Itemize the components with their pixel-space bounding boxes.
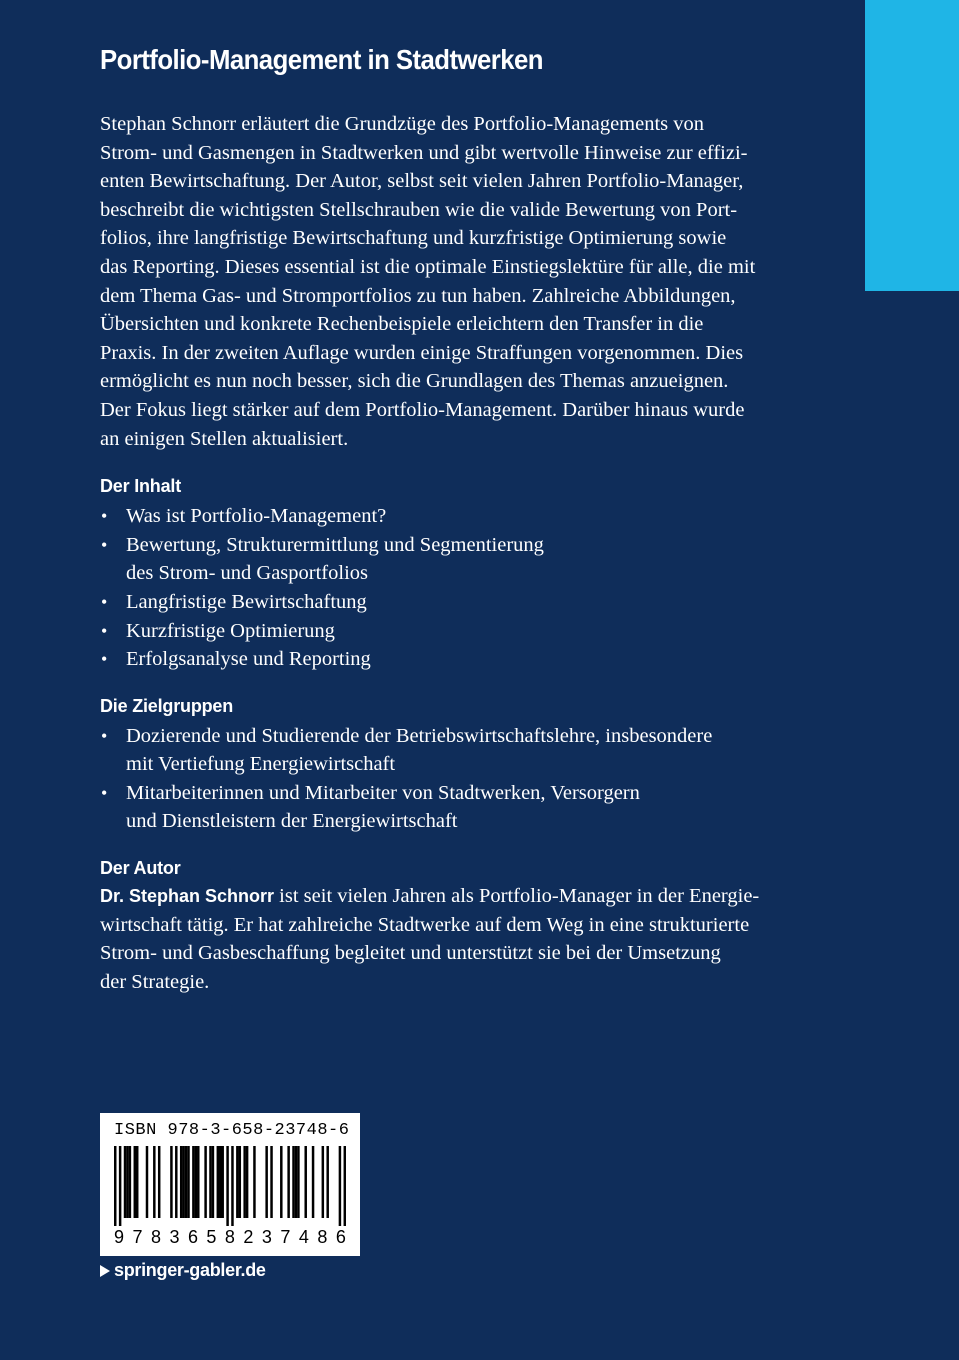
barcode-digit: 6 [187, 1227, 198, 1247]
intro-paragraph [100, 110, 812, 453]
barcode-bar [192, 1146, 194, 1218]
barcode-bar [124, 1146, 126, 1218]
barcode-digit: 3 [261, 1227, 272, 1247]
barcode-bar [170, 1146, 172, 1218]
barcode-bar [136, 1146, 138, 1218]
barcode-bar [185, 1146, 187, 1218]
list-item [100, 502, 812, 531]
barcode-bar [297, 1146, 299, 1218]
barcode-digit: 9 [114, 1227, 125, 1247]
intro-line: an einigen Stellen aktualisiert. [100, 427, 349, 450]
author-name: Dr. Stephan Schnorr [100, 886, 275, 907]
isbn-label: ISBN 978-3-658-23748-6 [114, 1121, 350, 1140]
list-item-text: • Dozierende und Studierende der Betriebswirtschaftslehre, insbesondere [126, 724, 713, 747]
intro-line: beschreibt die wichtigsten Stellschrauben wie die valide Bewertung von Port- [100, 198, 738, 221]
barcode-digit: 6 [335, 1227, 346, 1247]
list-item-text: des Strom- und Gasportfolios [126, 562, 368, 585]
barcode-bar [204, 1146, 206, 1218]
intro-line: enten Bewirtschaftung. Der Autor, selbst seit vielen Jahren Portfolio-Manager, [100, 170, 744, 193]
intro-line: Stephan Schnorr erläutert die Grundzüge des Portfolio-Managements von [100, 113, 705, 135]
intro-line: ermöglicht es nun noch besser, sich die Grundlagen des Themas anzueignen. [100, 370, 729, 393]
barcode-bars [114, 1146, 346, 1226]
barcode-bar [175, 1146, 177, 1218]
barcode-bar [153, 1146, 155, 1218]
author-bio-text: ist seit vielen Jahren als Portfolio-Manager in der Energie- [274, 885, 760, 908]
barcode-bar [322, 1146, 324, 1218]
barcode-bar [326, 1146, 328, 1218]
website-label: springer-gabler.de [114, 1260, 266, 1280]
barcode-digit: 3 [169, 1227, 180, 1247]
barcode-bar [219, 1146, 221, 1218]
author-heading: Der Autor [100, 858, 181, 879]
list-item [100, 588, 812, 617]
barcode-bar [243, 1146, 245, 1218]
play-icon [100, 1265, 110, 1277]
intro-line: das Reporting. Dieses essential ist die optimale Einstiegslektüre für alle, die mit [100, 255, 756, 278]
barcode-bar [265, 1146, 267, 1218]
author-paragraph [100, 882, 812, 996]
barcode-bar [146, 1146, 148, 1218]
list-item-text: mit Vertiefung Energiewirtschaft [126, 753, 396, 776]
author-line: Strom- und Gasbeschaffung begleitet und unterstützt sie bei der Umsetzung [100, 942, 721, 965]
list-item-text: • Mitarbeiterinnen und Mitarbeiter von Stadtwerken, Versorgern [126, 781, 640, 804]
contents-heading: Der Inhalt [100, 476, 182, 497]
list-item [100, 722, 812, 779]
list-item-text: • Bewertung, Strukturermittlung und Segmentierung [126, 533, 544, 556]
barcode-digit: 5 [206, 1227, 217, 1247]
list-item-text: • Langfristige Bewirtschaftung [126, 590, 367, 613]
barcode-bar [236, 1146, 238, 1218]
isbn-barcode [100, 1113, 360, 1256]
book-title: Portfolio-Management in Stadtwerken [100, 44, 543, 75]
barcode-bar [187, 1146, 189, 1218]
barcode-digit: 8 [224, 1227, 235, 1247]
barcode-digit: 8 [317, 1227, 328, 1247]
barcode-bar [180, 1146, 182, 1218]
barcode-bar [209, 1146, 211, 1218]
barcode-bar [280, 1146, 282, 1218]
barcode-bar [114, 1146, 116, 1226]
list-item-text: • Was ist Portfolio-Management? [126, 505, 387, 528]
intro-line: Strom- und Gasmengen in Stadtwerken und gibt wertvolle Hinweise zur effizi- [100, 141, 748, 164]
barcode-digit: 8 [150, 1227, 161, 1247]
barcode-bar [129, 1146, 131, 1218]
audience-list [100, 722, 812, 836]
barcode-bar [217, 1146, 219, 1218]
barcode-digits [114, 1227, 346, 1248]
barcode-bar [270, 1146, 272, 1218]
barcode-bar [344, 1146, 346, 1226]
barcode-bar [158, 1146, 160, 1218]
list-item [100, 617, 812, 646]
barcode-bar [195, 1146, 197, 1218]
intro-line: Praxis. In der zweiten Auflage wurden einige Straffungen vorgenommen. Dies [100, 341, 744, 364]
back-cover-text [100, 110, 812, 996]
contents-list [100, 502, 812, 674]
audience-heading: Die Zielgruppen [100, 695, 234, 716]
list-item [100, 645, 812, 674]
barcode-digit: 2 [243, 1227, 254, 1247]
barcode-digit: 4 [298, 1227, 309, 1247]
author-line [100, 882, 812, 911]
barcode-bar [197, 1146, 199, 1218]
intro-line: Der Fokus liegt stärker auf dem Portfolio-Management. Darüber hinaus wurde [100, 398, 745, 421]
list-item [100, 531, 812, 588]
intro-line: Übersichten und konkrete Rechenbeispiele erleichtern den Transfer in die [100, 313, 704, 336]
barcode-digit: 7 [280, 1227, 291, 1247]
barcode-bar [292, 1146, 294, 1218]
barcode-bar [312, 1146, 314, 1218]
list-item [100, 779, 812, 836]
barcode-bar [287, 1146, 289, 1218]
barcode-digit: 7 [132, 1227, 143, 1247]
publisher-website[interactable] [100, 1260, 266, 1281]
barcode-bar [339, 1146, 341, 1226]
barcode-bar [119, 1146, 121, 1226]
list-item-text: • Erfolgsanalyse und Reporting [126, 648, 371, 671]
barcode-bar [231, 1146, 233, 1226]
barcode-bar [246, 1146, 248, 1218]
barcode-bar [182, 1146, 184, 1218]
barcode-bar [253, 1146, 255, 1218]
author-line: der Strategie. [100, 970, 210, 993]
barcode-bar [126, 1146, 128, 1218]
barcode-bar [295, 1146, 297, 1218]
accent-color-block [865, 0, 959, 291]
barcode-bar [212, 1146, 214, 1218]
list-item-text: und Dienstleistern der Energiewirtschaft [126, 810, 458, 833]
author-line: wirtschaft tätig. Er hat zahlreiche Stadtwerke auf dem Weg in eine strukturierte [100, 913, 750, 936]
barcode-bar [221, 1146, 223, 1218]
barcode-bar [239, 1146, 241, 1218]
intro-line: dem Thema Gas- und Stromportfolios zu tun haben. Zahlreiche Abbildungen, [100, 284, 736, 307]
barcode-bar [226, 1146, 228, 1226]
list-item-text: • Kurzfristige Optimierung [126, 619, 335, 642]
barcode-bar [134, 1146, 136, 1218]
barcode-bar [304, 1146, 306, 1218]
intro-line: folios, ihre langfristige Bewirtschaftung und kurzfristige Optimierung sowie [100, 227, 727, 250]
